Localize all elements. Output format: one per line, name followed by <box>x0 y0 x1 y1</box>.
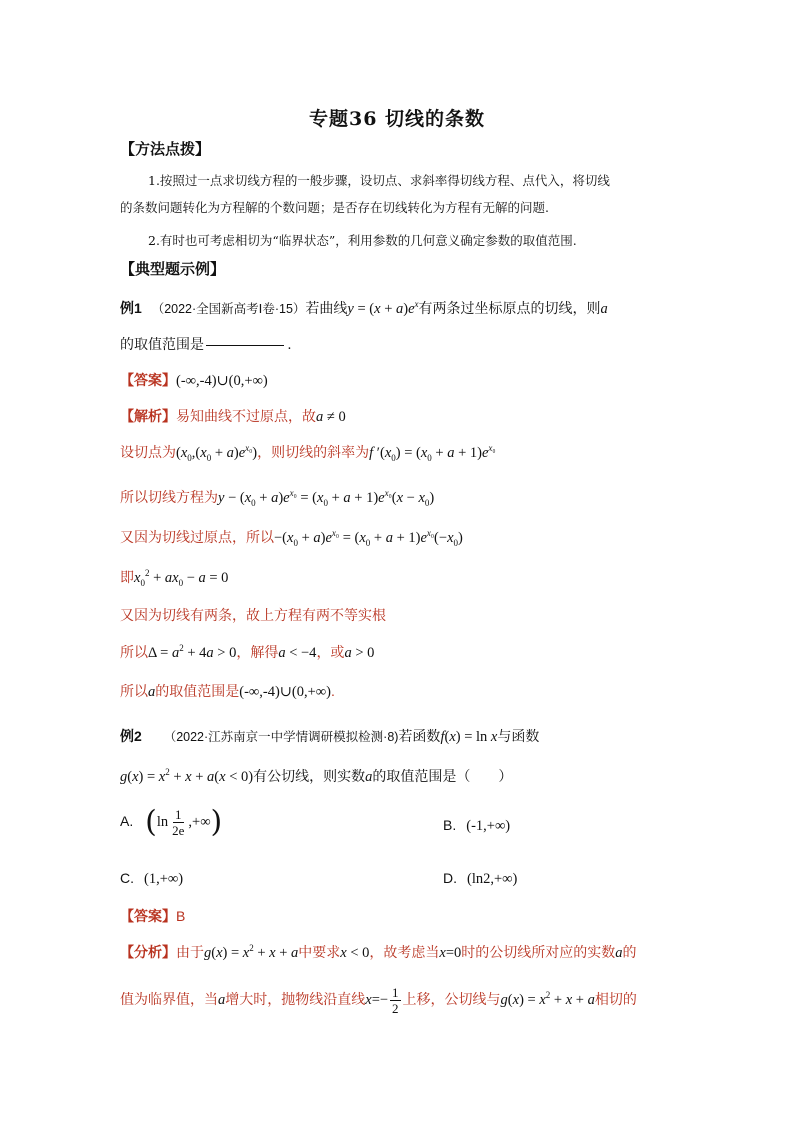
example-2-answer-value: B <box>176 908 186 924</box>
example-1-analysis-step-8: 所以a的取值范围是(-∞,-4)∪(0,+∞). <box>120 683 335 700</box>
option-b[interactable]: B. (-1,+∞) <box>443 817 511 834</box>
example-1-analysis-step-2: 设切点为$(x_0,(x_0 + a)e^{x_0})$，则切线的斜率为f $'(x_0) = (x_0 + a + 1)e^{x_0}$ <box>120 443 496 463</box>
option-c[interactable]: C. (1,+∞) <box>120 870 184 887</box>
example-2-analysis-line-1: 【分析】由于$g(x) = x^2 + x + a$中要求x < 0，故考虑当x=0时的公切线所对应的实数a的 <box>120 943 637 961</box>
example-1-analysis-step-6: 又因为切线有两条，故上方程有两不等实根 <box>120 607 386 623</box>
example-1-analysis-step-3: 所以切线方程为$y - (x_0 + a)e^{x_0} = (x_0 + a + 1)e^{x_0}(x - x_0)$ <box>120 488 435 508</box>
section-typical-examples: 【典型题示例】 <box>120 260 226 278</box>
answer-blank <box>206 344 284 346</box>
tip-2: 2.有时也可考虑相切为“临界状态”，利用参数的几何意义确定参数的取值范围. <box>148 233 577 248</box>
example-2-analysis-line-2: 值为临界值，当a增大时，抛物线沿直线x=− $\frac{1}{2}$ 上移，公切线与$g(x) = x^2 + x + a$相切的 <box>120 985 637 1016</box>
example-1-label: 例1 <box>120 300 142 316</box>
example-2-answer: 【答案】B <box>120 908 186 924</box>
example-2-line-2: $g(x) = x^2 + x + a(x < 0)$有公切线，则实数a的取值范围是（ ） <box>120 767 513 785</box>
page-title: 专题36 切线的条数 <box>308 108 486 130</box>
example-2-label: 例2 <box>120 728 142 744</box>
section-method-tips: 【方法点拨】 <box>120 140 211 158</box>
tip-1-line-2: 的条数问题转化为方程解的个数问题；是否存在切线转化为方程有无解的问题. <box>120 200 549 215</box>
example-1-source: （2022·全国新高考Ⅰ卷·15） <box>151 302 306 316</box>
example-2-statement: 例2 （2022·江苏南京一中学情调研模拟检测·8)若函数f(x) = ln x与函数 <box>120 728 540 745</box>
option-d[interactable]: D. (ln2,+∞) <box>443 870 518 887</box>
curve-formula: $y = (x + a)e^x$ <box>347 299 419 317</box>
example-1-analysis-step-7: 所以$\Delta = a^2 + 4a > 0$，解得a < −4，或a > 0 <box>120 643 375 661</box>
example-1-line-2: 的取值范围是 . <box>120 336 292 353</box>
tip-1-line-1: 1.按照过一点求切线方程的一般步骤，设切点、求斜率得切线方程、点代入，将切线 <box>148 173 610 188</box>
example-1-statement: 例1 （2022·全国新高考Ⅰ卷·15）若曲线$y = (x + a)e^x$有两条过坐标原点的切线，则a <box>120 299 608 317</box>
option-a[interactable]: A. (ln $\frac{1}{2e}$ ,+∞) <box>120 804 223 840</box>
example-1-answer-value: (-∞,-4)∪(0,+∞) <box>176 373 268 389</box>
example-1-answer: 【答案】(-∞,-4)∪(0,+∞) <box>120 372 268 389</box>
example-1-analysis-step-5: 即$x_0^2 + ax_0 - a = 0$ <box>120 568 229 588</box>
example-1-analysis-step-4: 又因为切线过原点，所以$-(x_0 + a)e^{x_0} = (x_0 + a + 1)e^{x_0}(-x_0)$ <box>120 528 463 548</box>
example-1-analysis-step-1: 【解析】易知曲线不过原点，故a ≠ 0 <box>120 408 346 425</box>
example-2-source: （2022·江苏南京一中学情调研模拟检测·8) <box>163 730 399 744</box>
